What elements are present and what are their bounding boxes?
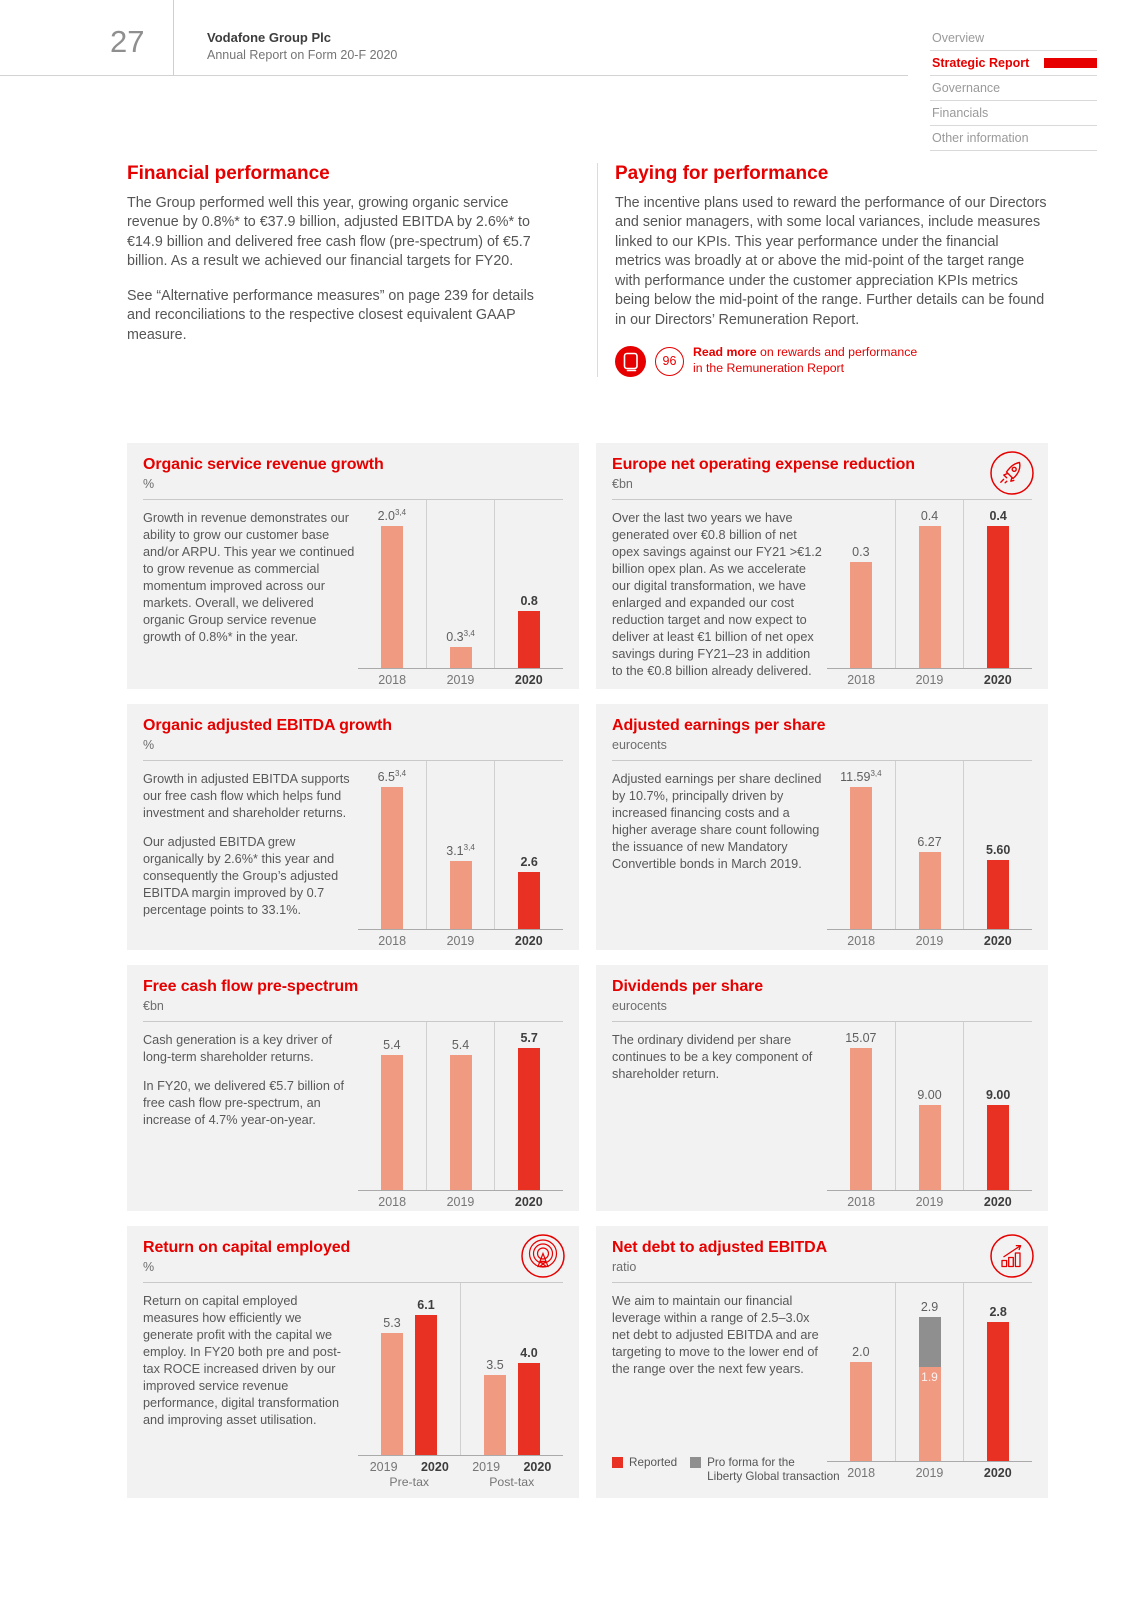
group-label: Post-tax: [489, 1475, 535, 1490]
bar: [450, 647, 472, 668]
chart-column: [375, 1316, 409, 1455]
x-axis-labels: [358, 1191, 563, 1209]
card-unit: %: [143, 1260, 155, 1275]
paying-for-performance-section: [597, 163, 1048, 377]
bar-value-label: 6.27: [917, 835, 942, 850]
card-body: [143, 1283, 563, 1489]
bar-value-label: 11.59$^{3,4}$: [840, 768, 882, 785]
section-nav: [930, 26, 1097, 151]
chart-column: [494, 1022, 563, 1190]
card-body: [612, 500, 1032, 689]
bar-value-label: 2.0$^{3,4}$: [377, 507, 407, 524]
bar: [987, 1105, 1009, 1190]
bar: [518, 611, 540, 668]
x-axis-label: 2020: [983, 1466, 1012, 1481]
report-icon: [615, 346, 646, 377]
bar-value-label: 2.9: [920, 1300, 939, 1315]
card-title: Net debt to adjusted EBITDA: [612, 1239, 828, 1257]
card-body: [612, 761, 1032, 948]
x-axis-labels: [358, 669, 563, 687]
nav-item-label: Strategic Report: [932, 56, 1030, 70]
chart-plot: [827, 500, 1032, 669]
kpi-card-dividends-per-share: [596, 965, 1048, 1211]
x-axis-label: 2020: [983, 1195, 1012, 1210]
nav-active-bar: [1044, 58, 1097, 68]
card-description: [143, 1022, 355, 1209]
bar: [450, 861, 472, 929]
nav-item-label: Financials: [932, 106, 989, 120]
legend-label: Reported: [629, 1455, 678, 1469]
card-unit: €bn: [612, 477, 633, 492]
description-paragraph: Growth in adjusted EBITDA supports our free cash flow which helps fund investment and shareholder returns.: [143, 772, 350, 821]
card-unit: %: [143, 738, 155, 753]
growth-chart-icon: [989, 1233, 1035, 1279]
bar: [381, 787, 403, 929]
bar: [381, 1055, 403, 1190]
paragraph: The incentive plans used to reward the performance of our Directors and senior managers, with some local variances, include measures linked to our KPIs. This year performance under the financial metrics was broadly at or above the mid-point of the target range with performance under the customer appreciation KPIs metrics being below the mid-point of the range. Further details can be found in our Directors’ Remuneration Report.: [615, 195, 1047, 328]
description-paragraph: Adjusted earnings per share declined by 10.7%, principally driven by increased financing costs and a higher average share count following the issuance of new Mandatory Convertible bonds in March 2019.: [612, 772, 822, 872]
description-paragraph: We aim to maintain our financial leverage within a range of 2.5–3.0x net debt to adjusted EBITDA and are targeting to move to the lower end of the range over the next few years.: [612, 1294, 819, 1377]
chart-column: [478, 1358, 512, 1455]
card-title: Free cash flow pre-spectrum: [143, 978, 359, 996]
x-axis-label: 2020: [983, 934, 1012, 949]
nav-item-label: Other information: [932, 131, 1029, 145]
read-more-link[interactable]: [615, 345, 1048, 377]
chart-plot: [358, 761, 563, 930]
bar: [987, 526, 1009, 668]
bar: [518, 872, 540, 929]
chart-column: [895, 500, 964, 668]
bar-value-label: 5.4: [383, 1038, 401, 1053]
bar-chart: [827, 1283, 1032, 1480]
card-unit: %: [143, 477, 155, 492]
bar: [518, 1048, 540, 1190]
card-body: [143, 500, 563, 687]
legend-swatch: [612, 1457, 623, 1468]
bar-chart: [358, 1283, 563, 1489]
x-axis-label: 2018: [378, 1195, 407, 1210]
chart-group: [460, 1283, 563, 1455]
card-description: [612, 1022, 824, 1209]
card-title: Organic service revenue growth: [143, 456, 384, 474]
description-paragraph: The ordinary dividend per share continues to be a key component of shareholder return.: [612, 1033, 813, 1082]
chart-column: [827, 1022, 895, 1190]
x-axis-label: 2020: [514, 1195, 543, 1210]
page-ref-badge: 96: [655, 347, 684, 376]
card-title: Return on capital employed: [143, 1239, 351, 1257]
card-unit: €bn: [143, 999, 164, 1014]
page-number: 27: [110, 24, 145, 59]
rocket-icon: [989, 450, 1035, 496]
x-axis-label: 2019: [472, 1460, 501, 1475]
bar: [450, 1055, 472, 1190]
chart-column: [895, 1283, 964, 1461]
card-title: Adjusted earnings per share: [612, 717, 826, 735]
group-axis-cell: [358, 1460, 461, 1489]
nav-item-other-information[interactable]: [930, 126, 1097, 151]
bar: [415, 1315, 437, 1455]
paragraph: See “Alternative performance measures” on page 239 for details and reconciliations to the respective closest equivalent GAAP measure.: [127, 287, 534, 343]
description-paragraph: Return on capital employed measures how efficiently we generate profit with the capital we employ. In FY20 both pre and post-tax ROCE increased driven by our improved service revenue performance, digital transformation and improving asset utilisation.: [143, 1294, 341, 1428]
chart-column: [963, 500, 1032, 668]
bar-value-label: 6.1: [417, 1298, 435, 1313]
card-body: [612, 1283, 1032, 1480]
bar-chart: [358, 500, 563, 687]
kpi-card-europe-net-opex-reduction: [596, 443, 1048, 689]
kpi-card-return-on-capital-employed: [127, 1226, 579, 1498]
chart-column: [827, 761, 895, 929]
chart-column: [963, 761, 1032, 929]
bar: [987, 1322, 1009, 1461]
x-axis-labels: [358, 1456, 563, 1489]
description-paragraph: Our adjusted EBITDA grew organically by 2.6%* this year and consequently the Group’s adjusted EBITDA margin improved by 0.7 percentage points to 33.1%.: [143, 835, 339, 918]
chart-column: [494, 500, 563, 668]
chart-column: [827, 500, 895, 668]
description-paragraph: In FY20, we delivered €5.7 billion of free cash flow pre-spectrum, an increase of 4.7% year-on-year.: [143, 1079, 345, 1128]
legend-label: Pro forma for the Liberty Global transaction: [707, 1455, 840, 1484]
bar-value-label: 0.8: [520, 594, 538, 609]
page-header: [0, 0, 1135, 150]
x-axis-label: 2020: [983, 673, 1012, 688]
card-title: Europe net operating expense reduction: [612, 456, 915, 474]
bar: [518, 1363, 540, 1455]
x-axis-label: 2018: [847, 673, 876, 688]
nav-item-label: Overview: [932, 31, 985, 45]
card-description: [612, 761, 824, 948]
card-body: [143, 761, 563, 948]
bar: [381, 526, 403, 668]
nav-item-label: Governance: [932, 81, 1001, 95]
x-axis-label: 2018: [378, 934, 407, 949]
kpi-card-net-debt-to-adjusted-ebitda: [596, 1226, 1048, 1498]
card-body: [143, 1022, 563, 1209]
nav-item-governance[interactable]: [930, 76, 1097, 101]
chart-column: [426, 500, 495, 668]
card-unit: eurocents: [612, 999, 667, 1014]
bar-value-label: 9.00: [986, 1088, 1011, 1103]
bar-value-label: 2.6: [520, 855, 538, 870]
x-axis-label: 2018: [847, 1195, 876, 1210]
report-name: Annual Report on Form 20-F 2020: [207, 48, 398, 62]
chart-column: [895, 1022, 964, 1190]
x-axis-label: 2019: [369, 1460, 398, 1475]
bar-value-label: 0.4: [920, 509, 939, 524]
bar-value-label: 2.8: [989, 1305, 1007, 1320]
bar-value-label: 3.5: [486, 1358, 504, 1373]
card-title: Organic adjusted EBITDA growth: [143, 717, 392, 735]
x-axis-label: 2019: [915, 673, 944, 688]
x-axis-label: 2019: [446, 934, 475, 949]
description-paragraph: Growth in revenue demonstrates our ability to grow our customer base and/or ARPU. This year we continued to grow revenue as commercial momentum improved across our markets. Overall, we delivered organic Group service revenue growth of 0.8%* in the year.: [143, 511, 355, 645]
bar-value-label: 4.0: [520, 1346, 538, 1361]
bar: [850, 787, 872, 929]
bar-value-label: 2.0: [852, 1345, 870, 1360]
card-description: [143, 500, 355, 687]
bar: [987, 860, 1009, 929]
x-axis-label: 2019: [915, 1195, 944, 1210]
network-tower-icon: [520, 1233, 566, 1279]
chart-column: [358, 1022, 426, 1190]
chart-group: [358, 1283, 460, 1455]
x-axis-label: 2019: [915, 1466, 944, 1481]
bar-chart: [827, 500, 1032, 689]
card-description: [612, 1283, 824, 1480]
chart-plot: [827, 1283, 1032, 1462]
bar-value-label: 3.1$^{3,4}$: [446, 842, 475, 859]
header-rule: [0, 75, 908, 76]
bar-value-label: 5.60: [986, 843, 1011, 858]
x-axis-label: 2018: [847, 1466, 876, 1481]
x-axis-label: 2020: [514, 673, 543, 688]
card-body: [612, 1022, 1032, 1209]
x-axis-label: 2019: [915, 934, 944, 949]
bar: [850, 1048, 872, 1190]
description-paragraph: Cash generation is a key driver of long-term shareholder returns.: [143, 1033, 332, 1065]
bar: [919, 1105, 941, 1190]
bar: [919, 852, 941, 929]
chart-column: [895, 761, 964, 929]
x-axis-label: 2018: [378, 673, 407, 688]
bar-chart: [358, 761, 563, 948]
chart-column: [426, 761, 495, 929]
chart-column: [827, 1283, 895, 1461]
card-unit: ratio: [612, 1260, 637, 1275]
chart-column: [494, 761, 563, 929]
group-axis-cell: [461, 1460, 564, 1489]
bar: [919, 526, 941, 668]
chart-column: [963, 1022, 1032, 1190]
read-more-text: Read more on rewards and performance in the Remuneration Report: [693, 345, 918, 376]
group-label: Pre-tax: [389, 1475, 430, 1490]
x-axis-label: 2020: [523, 1460, 552, 1475]
group-years: [461, 1460, 564, 1474]
bar-value-label: 5.3: [383, 1316, 401, 1331]
chart-plot: [827, 761, 1032, 930]
legend-item: [612, 1456, 677, 1471]
x-axis-labels: [358, 930, 563, 948]
chart-column: [358, 761, 426, 929]
nav-item-strategic-report[interactable]: [930, 51, 1097, 76]
legend-item: [690, 1456, 840, 1485]
bar: [850, 562, 872, 668]
financial-performance-section: [127, 163, 560, 377]
chart-plot: [358, 1022, 563, 1191]
kpi-card-adjusted-earnings-per-share: [596, 704, 1048, 950]
x-axis-label: 2020: [420, 1460, 449, 1475]
bar-value-label: 5.4: [451, 1038, 470, 1053]
chart-column: [963, 1283, 1032, 1461]
bar: [381, 1333, 403, 1455]
header-divider: [173, 0, 174, 75]
bar-value-label: 0.3: [852, 545, 870, 560]
card-description: [143, 761, 355, 948]
group-years: [358, 1460, 461, 1474]
legend-swatch: [690, 1457, 701, 1468]
bar-chart: [827, 1022, 1032, 1209]
bar-value-label: 15.07: [845, 1031, 877, 1046]
section-title: Financial performance: [127, 163, 330, 184]
nav-item-financials[interactable]: [930, 101, 1097, 126]
bar: [919, 1367, 941, 1461]
intro-columns: [127, 163, 1048, 377]
card-description: [143, 1283, 355, 1489]
section-title: Paying for performance: [615, 163, 829, 184]
header-title-block: [207, 30, 397, 62]
chart-legend: [612, 1456, 840, 1485]
x-axis-label: 2020: [514, 934, 543, 949]
bar: [919, 1317, 941, 1367]
bar: [484, 1375, 506, 1455]
x-axis-labels: [827, 930, 1032, 948]
card-description: [612, 500, 824, 689]
kpi-card-free-cash-flow-pre-spectrum: [127, 965, 579, 1211]
paragraph: The Group performed well this year, growing organic service revenue by 0.8%* to €37.9 billion, adjusted EBITDA by 2.6%* to €14.9 billion and delivered free cash flow (pre-spectrum) of €5.7 billion. As a result we achieved our financial targets for FY20.: [127, 195, 531, 270]
x-axis-labels: [827, 1462, 1032, 1480]
bar-value-label: 6.5$^{3,4}$: [377, 768, 407, 785]
bar-inner-label: 1.9: [921, 1370, 938, 1385]
bar-value-label: 0.3$^{3,4}$: [446, 628, 475, 645]
kpi-card-organic-service-revenue-growth: [127, 443, 579, 689]
bar: [850, 1362, 872, 1461]
kpi-cards-grid: [127, 443, 1048, 1498]
chart-column: [409, 1298, 443, 1455]
x-axis-label: 2019: [446, 1195, 475, 1210]
bar-value-label: 5.7: [520, 1031, 538, 1046]
nav-item-overview[interactable]: [930, 26, 1097, 51]
bar-chart: [827, 761, 1032, 948]
chart-column: [512, 1346, 546, 1455]
chart-column: [426, 1022, 495, 1190]
chart-column: [358, 500, 426, 668]
bar-chart: [358, 1022, 563, 1209]
x-axis-labels: [827, 669, 1032, 687]
chart-plot: [827, 1022, 1032, 1191]
description-paragraph: Over the last two years we have generated over €0.8 billion of net opex savings against our FY21 >€1.2 billion opex plan. As we accelerate our digital transformation, we have enlarged and expanded our cost reduction target and now expect to deliver at least €1 billion of net opex savings during FY21–23 in addition to the €0.8 billion already delivered.: [612, 511, 822, 679]
x-axis-label: 2019: [446, 673, 475, 688]
chart-plot: [358, 500, 563, 669]
card-title: Dividends per share: [612, 978, 764, 996]
company-name: Vodafone Group Plc: [207, 30, 331, 45]
x-axis-labels: [827, 1191, 1032, 1209]
card-unit: eurocents: [612, 738, 667, 753]
x-axis-label: 2018: [847, 934, 876, 949]
kpi-card-organic-adjusted-ebitda-growth: [127, 704, 579, 950]
bar-value-label: 9.00: [917, 1088, 942, 1103]
bar-value-label: 0.4: [989, 509, 1007, 524]
chart-plot: [358, 1283, 563, 1456]
